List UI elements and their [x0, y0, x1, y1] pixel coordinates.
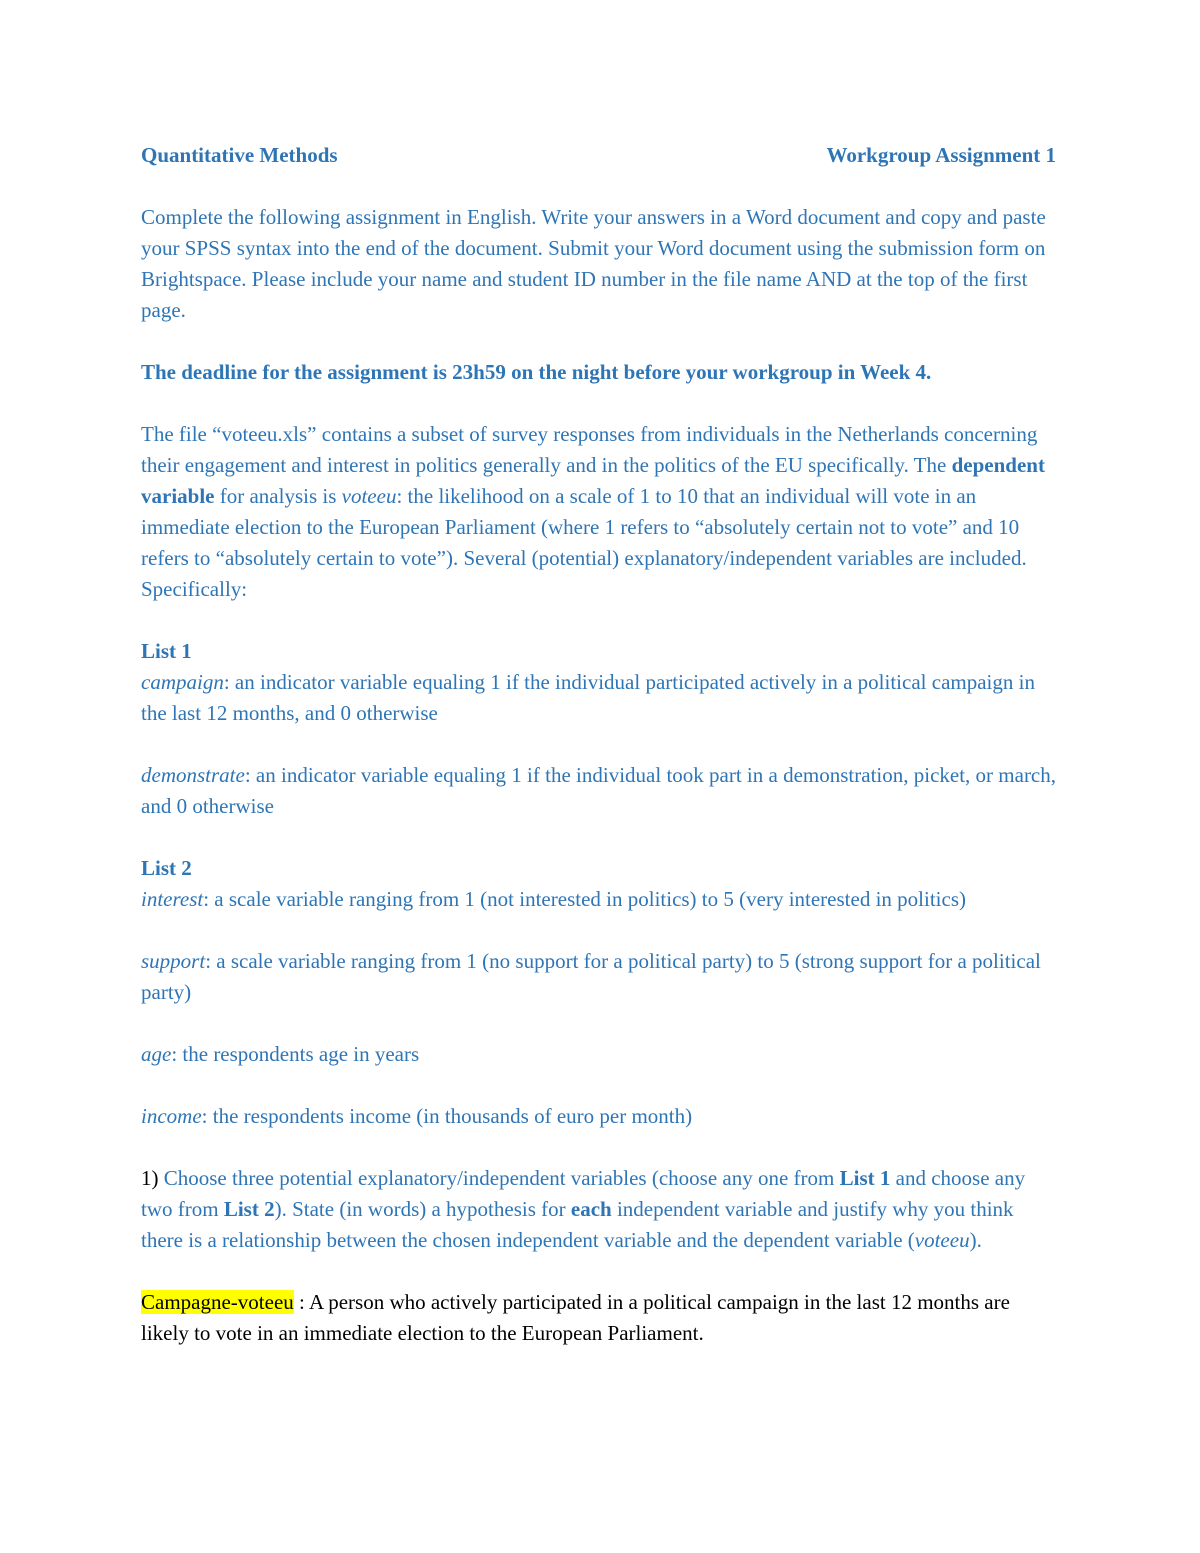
list1-reference: List 1 — [839, 1166, 891, 1190]
list1-title: List 1 — [141, 639, 192, 663]
question-text: ). — [969, 1228, 982, 1252]
list2-item-age — [141, 1039, 1056, 1070]
voteeu-variable: voteeu — [341, 484, 397, 508]
file-desc-text-2: for analysis is — [214, 484, 342, 508]
file-desc-text-3: : the likelihood on a scale of 1 to 10 that an individual will vote in an immediate election to the European Parliament (where 1 refers to “absolutely certain not to vote” and 10 refers to “absolutely certain to vote”). Several (potential) explanatory/independent variables are included. Specifically: — [141, 484, 1027, 601]
variable-description: : the respondents age in years — [171, 1042, 420, 1066]
variable-description: : a scale variable ranging from 1 (not interested in politics) to 5 (very interested in politics) — [203, 887, 966, 911]
variable-name: demonstrate — [141, 763, 245, 787]
variable-name: age — [141, 1042, 172, 1066]
file-description-paragraph — [141, 419, 1056, 605]
list2-title: List 2 — [141, 856, 192, 880]
list2-item-support — [141, 946, 1056, 1008]
variable-description: : the respondents income (in thousands of euro per month) — [201, 1104, 693, 1128]
list2-reference: List 2 — [223, 1197, 275, 1221]
variable-name: income — [141, 1104, 202, 1128]
document-header — [141, 140, 1056, 171]
answer-1 — [141, 1287, 1056, 1349]
deadline-paragraph: The deadline for the assignment is 23h59 on the night before your workgroup in Week 4. — [141, 360, 932, 384]
question-number: 1) — [141, 1166, 159, 1190]
question-text: Choose three potential explanatory/independent variables (choose any one from — [158, 1166, 840, 1190]
question-text: ). State (in words) a hypothesis for — [274, 1197, 571, 1221]
voteeu-variable: voteeu — [914, 1228, 970, 1252]
assignment-title: Workgroup Assignment 1 — [826, 143, 1056, 167]
answer-text: : A person who actively participated in a political campaign in the last 12 months are likely to vote in an immediate election to the European Parliament. — [141, 1290, 1010, 1345]
each-emphasis: each — [570, 1197, 612, 1221]
question-text: and choose any two from — [141, 1166, 1026, 1221]
list2-item-income — [141, 1101, 1056, 1132]
course-title: Quantitative Methods — [141, 143, 338, 167]
variable-description: : an indicator variable equaling 1 if the individual participated actively in a political campaign in the last 12 months, and 0 otherwise — [141, 670, 1035, 725]
variable-name: campaign — [141, 670, 224, 694]
question-1 — [141, 1163, 1056, 1256]
dependent-variable-label: dependent variable — [141, 453, 1045, 508]
variable-description: : a scale variable ranging from 1 (no support for a political party) to 5 (strong support for a political party) — [141, 949, 1041, 1004]
variable-description: : an indicator variable equaling 1 if the individual took part in a demonstration, picket, or march, and 0 otherwise — [141, 763, 1057, 818]
variable-name: interest — [141, 887, 204, 911]
list2-section — [141, 853, 1056, 915]
document-page — [141, 140, 1056, 1380]
variable-name: support — [141, 949, 206, 973]
question-text: independent variable and justify why you think there is a relationship between the chosen independent variable and the dependent variable ( — [141, 1197, 1014, 1252]
file-desc-text-1: The file “voteeu.xls” contains a subset of survey responses from individuals in the Netherlands concerning their engagement and interest in politics generally and in the politics of the EU specifically. The — [141, 422, 1038, 477]
intro-paragraph: Complete the following assignment in English. Write your answers in a Word document and copy and paste your SPSS syntax into the end of the document. Submit your Word document using the submission form on Brightspace. Please include your name and student ID number in the file name AND at the top of the first page. — [141, 205, 1046, 322]
highlighted-variable-pair: Campagne-voteeu — [141, 1290, 294, 1314]
list1-section — [141, 636, 1056, 729]
list1-item-demonstrate — [141, 760, 1056, 822]
